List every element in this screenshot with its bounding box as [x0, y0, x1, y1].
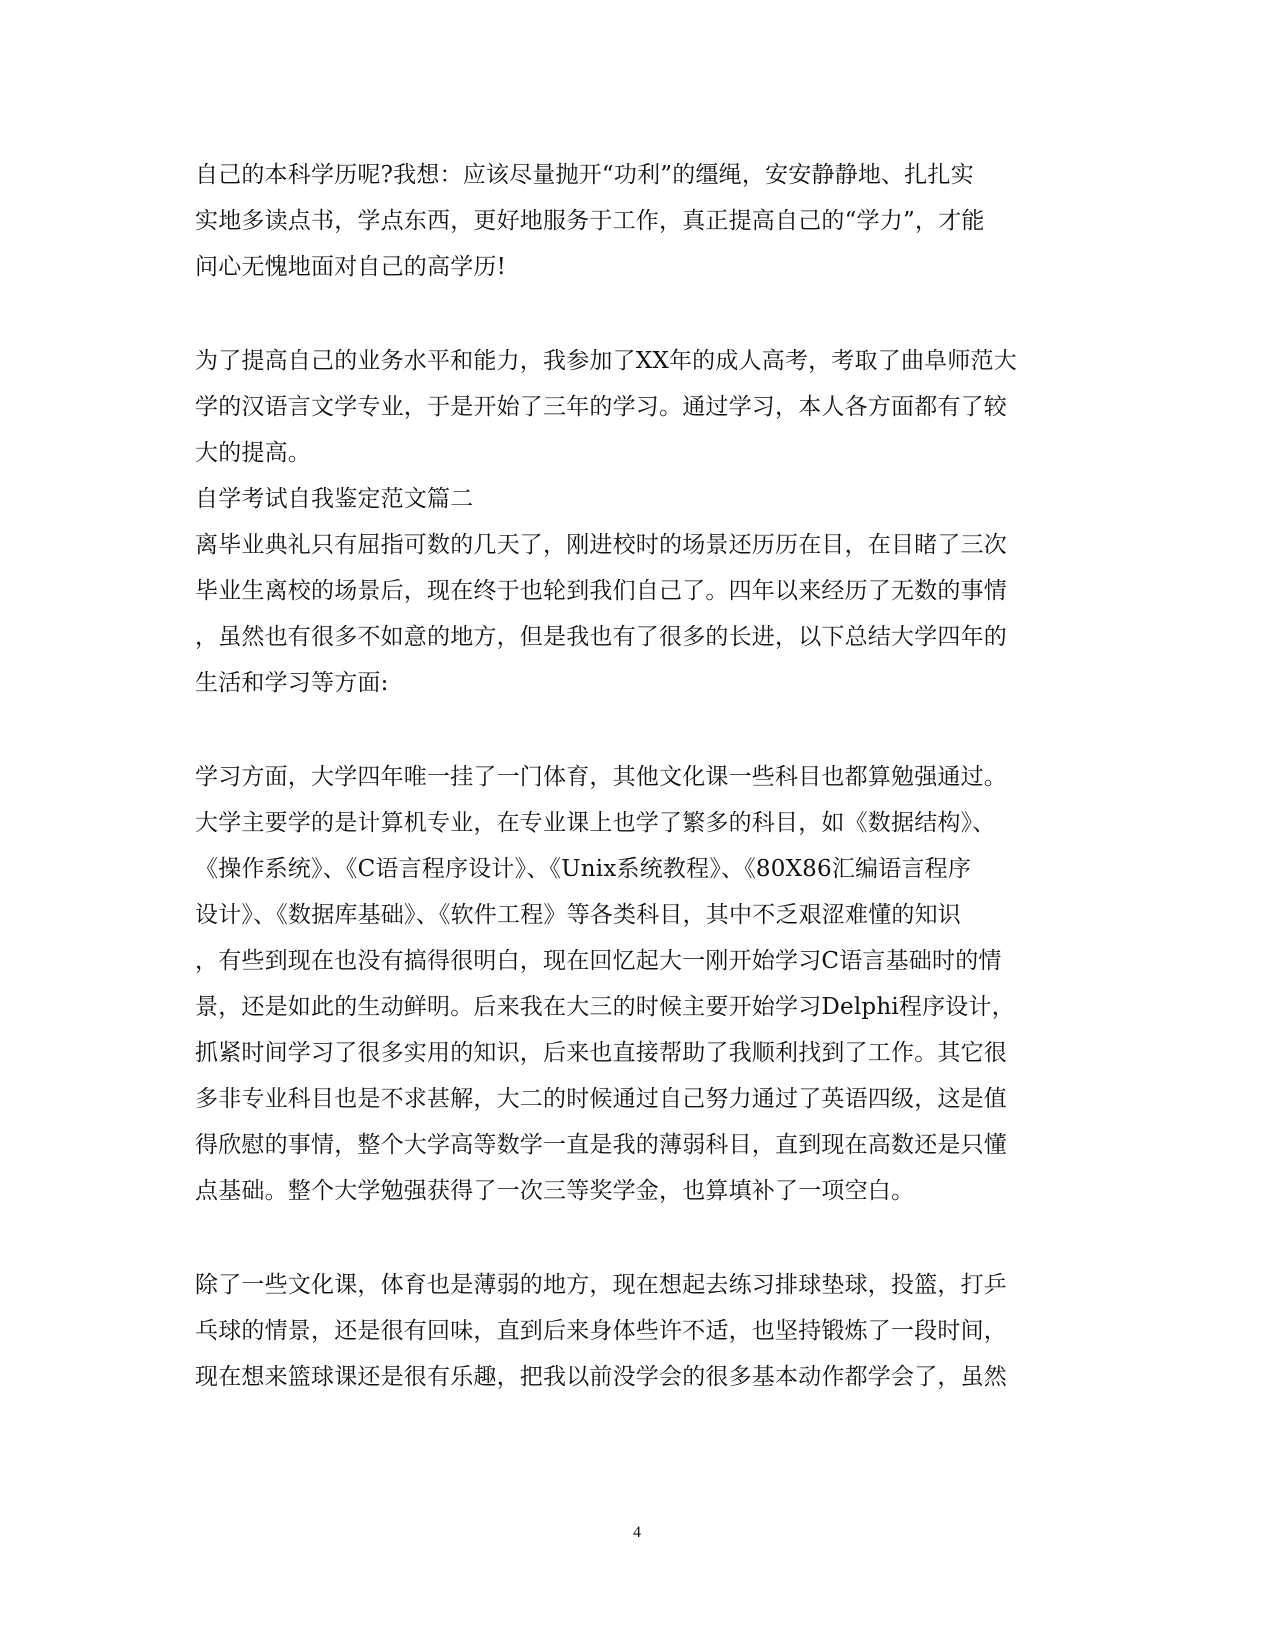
text-line: 抓紧时间学习了很多实用的知识，后来也直接帮助了我顺利找到了工作。其它很 — [195, 1040, 1007, 1066]
text-line: 问心无愧地面对自己的高学历! — [195, 254, 507, 280]
text-line: 毕业生离校的场景后，现在终于也轮到我们自己了。四年以来经历了无数的事情 — [195, 578, 1007, 604]
text-line: ，有些到现在也没有搞得很明白，现在回忆起大一刚开始学习C语言基础时的情 — [195, 948, 1002, 974]
section-heading: 自学考试自我鉴定范文篇二 — [195, 486, 474, 512]
text-line: 自己的本科学历呢?我想：应该尽量抛开“功利”的缰绳，安安静静地、扎扎实 — [195, 162, 974, 188]
text-line: 得欣慰的事情，整个大学高等数学一直是我的薄弱科目，直到现在高数还是只懂 — [195, 1132, 1007, 1158]
text-line: 现在想来篮球课还是很有乐趣，把我以前没学会的很多基本动作都学会了，虽然 — [195, 1364, 1007, 1390]
text-line: 设计》、《数据库基础》、《软件工程》等各类科目，其中不乏艰涩难懂的知识 — [195, 902, 961, 928]
text-line: 大的提高。 — [195, 440, 311, 466]
text-line: 《操作系统》、《C语言程序设计》、《Unix系统教程》、《80X86汇编语言程序 — [195, 856, 972, 882]
text-line: 景，还是如此的生动鲜明。后来我在大三的时候主要开始学习Delphi程序设计， — [195, 994, 1015, 1020]
text-line: 大学主要学的是计算机专业，在专业课上也学了繁多的科目，如《数据结构》、 — [195, 810, 996, 836]
text-line: ，虽然也有很多不如意的地方，但是我也有了很多的长进，以下总结大学四年的 — [195, 624, 1007, 650]
text-line: 多非专业科目也是不求甚解，大二的时候通过自己努力通过了英语四级，这是值 — [195, 1086, 1007, 1112]
text-line: 学习方面，大学四年唯一挂了一门体育，其他文化课一些科目也都算勉强通过。 — [195, 764, 1007, 790]
text-line: 生活和学习等方面: — [195, 670, 389, 696]
page-number: 4 — [633, 1524, 641, 1541]
text-line: 为了提高自己的业务水平和能力，我参加了XX年的成人高考，考取了曲阜师范大 — [195, 348, 1017, 374]
text-line: 乓球的情景，还是很有回味，直到后来身体些许不适，也坚持锻炼了一段时间， — [195, 1318, 1007, 1344]
text-line: 实地多读点书，学点东西，更好地服务于工作，真正提高自己的“学力”，才能 — [195, 208, 985, 234]
text-line: 除了一些文化课，体育也是薄弱的地方，现在想起去练习排球垫球，投篮，打乒 — [195, 1272, 1007, 1298]
text-line: 学的汉语言文学专业，于是开始了三年的学习。通过学习，本人各方面都有了较 — [195, 394, 1007, 420]
text-line: 点基础。整个大学勉强获得了一次三等奖学金，也算填补了一项空白。 — [195, 1178, 915, 1204]
text-line: 离毕业典礼只有屈指可数的几天了，刚进校时的场景还历历在目，在目睹了三次 — [195, 532, 1007, 558]
